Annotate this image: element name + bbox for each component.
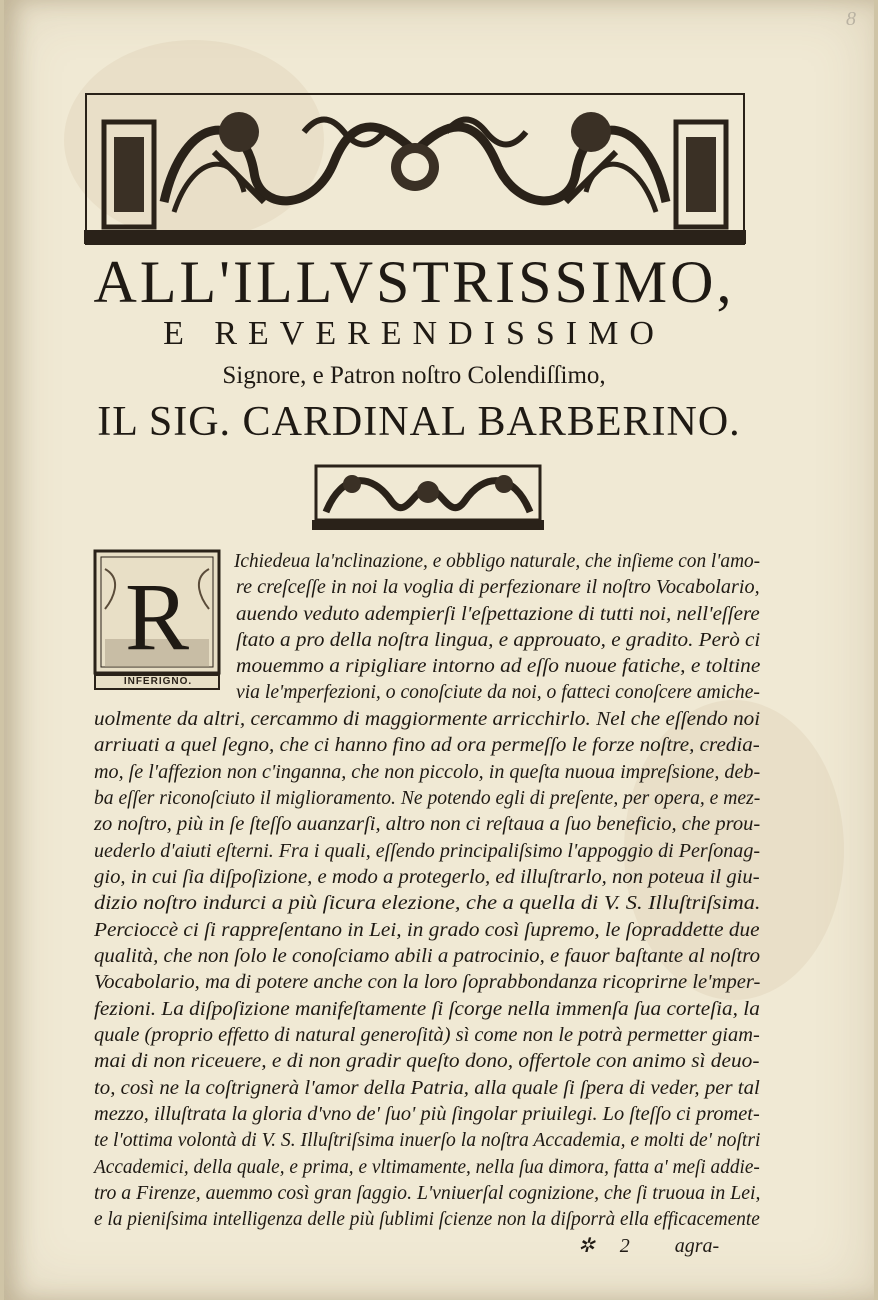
body-line: Ichiedeua la'nclinazione, e obbligo naturale, che inſieme con l'amo-: [234, 550, 761, 572]
body-line: te l'ottima volontà di V. S. Illuſtriſsima inuerſo la noſtra Accademia, e molti de' noſtri: [94, 1129, 761, 1151]
body-line: Vocabolario, ma di potere anche con la loro ſoprabbondanza ricoprirne le'mper-: [94, 971, 761, 993]
body-line: gio, in cui ſia diſpoſizione, e modo a protegerlo, ed illuſtrarlo, non poteua il giu-: [94, 866, 760, 888]
body-line: zo noſtro, più in ſe ſteſſo auanzarſi, altro non ci reſtaua a ſuo beneficio, che prou-: [94, 813, 761, 835]
body-line: fezioni. La diſpoſizione manifeſtamente ſi ſcorge nella immenſa ſua corteſia, la: [94, 998, 760, 1020]
body-line: via le'mperfezioni, o conoſciute da noi, o fatteci conoſcere amiche-: [236, 681, 760, 703]
folio-number: 8: [846, 8, 856, 30]
body-line: mai di non riceuere, e di non gradir queſto dono, offertole con animo sì deuo-: [94, 1050, 760, 1072]
ornament-vignette: [312, 462, 544, 532]
body-line: ba eſſer riconoſciuto il miglioramento. Ne potendo egli di preſente, per opera, e mez-: [94, 787, 761, 809]
body-line: mouemmo a ripigliare intorno ad eſſo nuoue fatiche, e toltine: [236, 655, 761, 677]
body-line: auendo veduto adempierſi l'eſpettazione di tutti noi, nell'eſſere: [236, 603, 760, 625]
title-line-4: IL SIG. CARDINAL BARBERINO.: [97, 399, 741, 445]
body-line: dizio noſtro indurci a più ſicura elezione, che a quella di V. S. Illuſtriſsima.: [94, 892, 761, 914]
book-page: [4, 0, 874, 1300]
star-icon: ✲: [578, 1235, 595, 1257]
body-line: to, così ne la coſtrignerà l'amor della Patria, alla quale ſi ſpera di veder, per tal: [94, 1077, 760, 1099]
signature-mark: 2: [619, 1235, 630, 1257]
body-line: re creſceſſe in noi la voglia di perfezionare il noſtro Vocabolario,: [236, 576, 760, 598]
title-line-3: Signore, e Patron noſtro Colendiſſimo,: [222, 362, 606, 389]
decorative-headpiece: [84, 92, 746, 246]
body-line: uolmente da altri, cercammo di maggiormente arricchirlo. Nel che eſſendo noi: [94, 708, 761, 730]
initial-letter: R: [124, 563, 190, 670]
body-line: mezzo, illuſtrata la gloria d'vno de' ſuo' più ſingolar priuilegi. Lo ſteſſo ci promet-: [94, 1103, 760, 1125]
body-line: qualità, che non ſolo le conoſciamo abili a patrocinio, e fauor baſtante al noſtro: [94, 945, 761, 967]
title-line-2: E REVERENDISSIMO: [163, 315, 665, 352]
initial-caption: INFERIGNO.: [123, 676, 193, 687]
body-line: Accademici, della quale, e prima, e vltimamente, nella ſua dimora, fatta a' meſi addie-: [94, 1156, 760, 1178]
body-line: tro a Firenze, auemmo così gran ſaggio. L'vniuerſal cognizione, che ſi truoua in Lei,: [94, 1182, 761, 1204]
body-line: ſtato a pro della noſtra lingua, e approuato, e gradito. Però ci: [236, 629, 761, 651]
footer-line: [578, 1233, 719, 1258]
body-line: uederlo d'aiuti eſterni. Fra i quali, eſſendo principaliſsimo l'appoggio di Perſonag-: [94, 840, 761, 862]
body-line: quale (proprio effetto di natural generoſità) sì come non le potrà permetter giam-: [94, 1024, 760, 1046]
body-line: arriuati a quel ſegno, che ci hanno fino ad ora permeſſo le forze noſtre, credia-: [94, 734, 760, 756]
title-line-1: ALL'ILLVSTRISSIMO,: [93, 249, 735, 315]
body-line: mo, ſe l'affezion non c'inganna, che non piccolo, in queſta nuoua impreſsione, deb-: [94, 761, 761, 783]
decorated-initial: [93, 549, 221, 691]
body-line: Percioccè ci ſi rappreſentano in Lei, in grado così ſupremo, le ſopraddette due: [94, 919, 760, 941]
catchword: agra-: [674, 1235, 720, 1257]
body-line: e la pieniſsima intelligenza delle più ſublimi ſcienze non la diſporrà ella efficacemente: [94, 1208, 760, 1230]
